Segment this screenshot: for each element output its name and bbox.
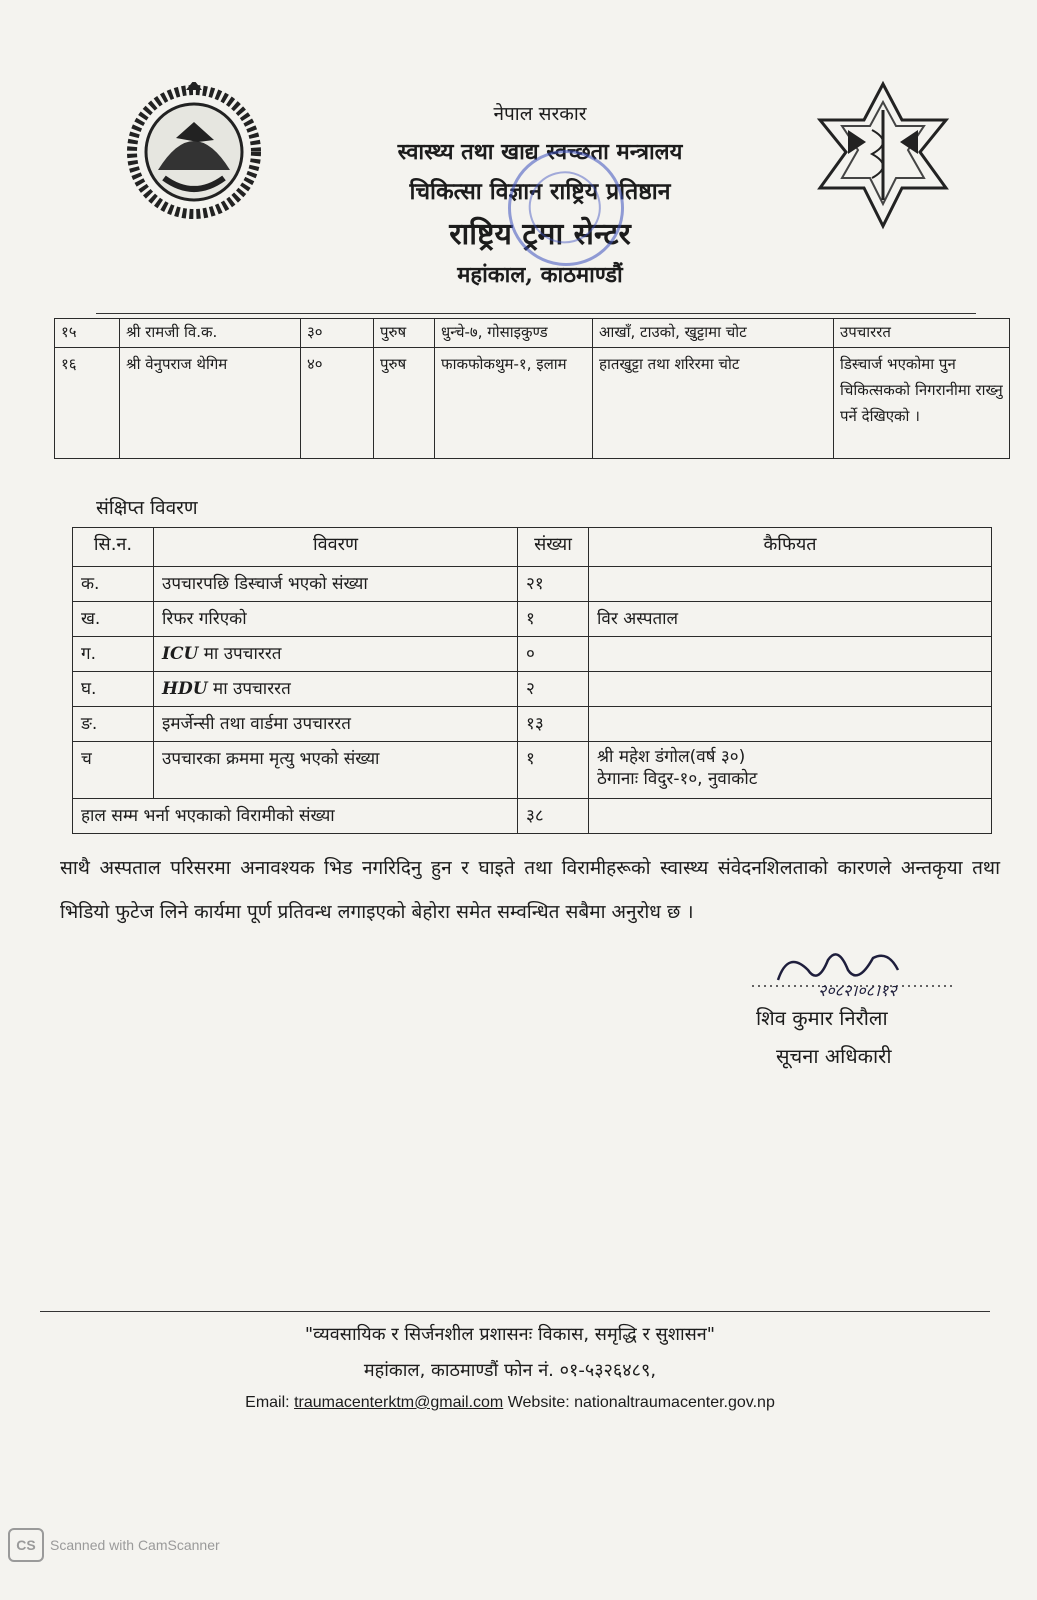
table-header-row <box>73 528 992 567</box>
row-desc-abbr: HDU <box>162 679 208 699</box>
row-count: १ <box>518 602 589 637</box>
table-total-row <box>73 799 992 834</box>
summary-title: संक्षिप्त विवरण <box>96 497 198 519</box>
patient-status: डिस्चार्ज भएकोमा पुन चिकित्सकको निगरानीमा राख्नु पर्ने देखिएको । <box>834 348 1010 459</box>
row-desc <box>154 637 518 672</box>
table-row <box>73 707 992 742</box>
center-name: राष्ट्रिय ट्रमा सेन्टर <box>449 217 631 252</box>
website-label: Website: <box>507 1394 570 1411</box>
patient-injury: हातखुट्टा तथा शरिरमा चोट <box>593 348 834 459</box>
patient-name: श्री रामजी वि.क. <box>120 319 301 348</box>
row-count: ० <box>518 637 589 672</box>
trauma-center-logo-icon <box>812 80 954 230</box>
row-sn: ग. <box>73 637 154 672</box>
footer-contact <box>100 1394 920 1412</box>
camscanner-logo-icon: CS <box>8 1528 44 1562</box>
patient-sn: १५ <box>55 319 120 348</box>
email-label: Email: <box>245 1394 290 1411</box>
patient-age: ३० <box>301 319 374 348</box>
row-count: १ <box>518 742 589 799</box>
nepal-emblem-icon <box>118 82 270 222</box>
header-divider <box>96 313 976 314</box>
header-remarks: कैफियत <box>589 528 992 567</box>
government-name: नेपाल सरकार <box>493 103 587 125</box>
row-desc-text: मा उपचाररत <box>213 679 291 699</box>
patient-table <box>54 318 1010 459</box>
total-remarks <box>589 799 992 834</box>
row-remarks <box>589 707 992 742</box>
header-count: संख्या <box>518 528 589 567</box>
row-sn: च <box>73 742 154 799</box>
row-desc-text: मा उपचाररत <box>203 644 282 664</box>
row-desc <box>154 672 518 707</box>
patient-name: श्री वेनुपराज थेगिम <box>120 348 301 459</box>
row-desc-abbr: ICU <box>162 644 199 664</box>
row-desc: उपचारका क्रममा मृत्यु भएको संख्या <box>154 742 518 799</box>
row-remarks <box>589 742 992 799</box>
row-count: २ <box>518 672 589 707</box>
patient-status: उपचाररत <box>834 319 1010 348</box>
row-desc: उपचारपछि डिस्चार्ज भएको संख्या <box>154 567 518 602</box>
row-sn: घ. <box>73 672 154 707</box>
table-row <box>73 672 992 707</box>
patient-sex: पुरुष <box>374 348 435 459</box>
row-count: १३ <box>518 707 589 742</box>
table-row <box>55 348 1010 459</box>
row-sn: ख. <box>73 602 154 637</box>
camscanner-watermark <box>8 1528 220 1562</box>
row-sn: ङ. <box>73 707 154 742</box>
deceased-address: ठेगानाः विदुर-१०, नुवाकोट <box>597 769 758 789</box>
camscanner-text: Scanned with CamScanner <box>50 1537 220 1553</box>
total-label: हाल सम्म भर्ना भएकाको विरामीको संख्या <box>73 799 518 834</box>
footer-address-phone: महांकाल, काठमाण्डौं फोन नं. ०१-५३२६४८९, <box>363 1360 657 1381</box>
handwritten-signature <box>748 940 958 1010</box>
row-desc: इमर्जेन्सी तथा वार्डमा उपचाररत <box>154 707 518 742</box>
row-remarks: विर अस्पताल <box>589 602 992 637</box>
row-count: २१ <box>518 567 589 602</box>
table-row <box>73 637 992 672</box>
total-count: ३८ <box>518 799 589 834</box>
header-desc: विवरण <box>154 528 518 567</box>
footer <box>100 1322 920 1412</box>
patient-age: ४० <box>301 348 374 459</box>
signatory-title: सूचना अधिकारी <box>776 1044 892 1068</box>
row-remarks <box>589 637 992 672</box>
signature-date: २०८२।०८।१२ <box>818 981 897 1000</box>
summary-table <box>72 527 992 834</box>
footer-slogan: "व्यवसायिक र सिर्जनशील प्रशासनः विकास, समृद्धि र सुशासन" <box>304 1324 716 1345</box>
academy-name: चिकित्सा विज्ञान राष्ट्रिय प्रतिष्ठान <box>409 178 671 205</box>
center-location: महांकाल, काठमाण्डौं <box>457 262 623 288</box>
website-link[interactable]: nationaltraumacenter.gov.np <box>574 1394 775 1411</box>
row-remarks <box>589 567 992 602</box>
table-row <box>55 319 1010 348</box>
deceased-name: श्री महेश डंगोल(वर्ष ३०) <box>597 747 746 767</box>
patient-sn: १६ <box>55 348 120 459</box>
patient-injury: आखाँ, टाउको, खुट्टामा चोट <box>593 319 834 348</box>
table-row <box>73 742 992 799</box>
row-remarks <box>589 672 992 707</box>
patient-address: धुन्चे-७, गोसाइकुण्ड <box>435 319 593 348</box>
notice-paragraph: साथै अस्पताल परिसरमा अनावश्यक भिड नगरिदिनु हुन र घाइते तथा विरामीहरूको स्वास्थ्य संवेदनशिलताको कारणले अन्तकृया तथा भिडियो फुटेज लिने कार्यमा पूर्ण प्रतिवन्ध लगाइएको बेहोरा समेत सम्वन्धित सबैमा अनुरोध छ । <box>60 857 1000 923</box>
table-row <box>73 602 992 637</box>
patient-sex: पुरुष <box>374 319 435 348</box>
signatory-name: शिव कुमार निरौला <box>756 1006 888 1030</box>
footer-divider <box>40 1311 990 1312</box>
header-sn: सि.न. <box>73 528 154 567</box>
table-row <box>73 567 992 602</box>
email-link[interactable]: traumacenterktm@gmail.com <box>294 1394 504 1411</box>
row-sn: क. <box>73 567 154 602</box>
ministry-name: स्वास्थ्य तथा खाद्य स्वच्छता मन्त्रालय <box>397 139 683 165</box>
patient-address: फाकफोकथुम-१, इलाम <box>435 348 593 459</box>
stamp-inner-ring <box>521 163 609 251</box>
row-desc: रिफर गरिएको <box>154 602 518 637</box>
